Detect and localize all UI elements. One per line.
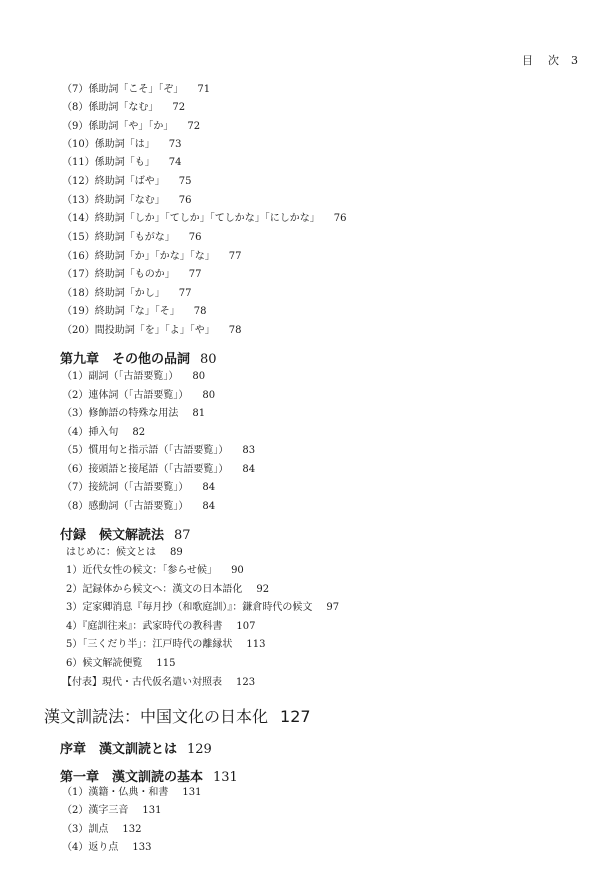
toc-entry[interactable] <box>62 444 255 457</box>
toc-entry-page: 72 <box>172 102 186 113</box>
toc-entry-page: 81 <box>192 408 206 419</box>
toc-entry[interactable] <box>66 583 269 596</box>
toc-entry-label: （7）係助詞「こそ」「ぞ」 <box>62 84 184 95</box>
toc-entry-label: （10）係助詞「は」 <box>62 139 155 150</box>
toc-entry-page: 131 <box>182 787 202 798</box>
toc-entry-label: （3）修飾語の特殊な用法 <box>62 408 179 419</box>
toc-entry-label: （7）接続詞（「古語要覧」） <box>62 482 189 493</box>
toc-entry[interactable] <box>66 564 244 577</box>
toc-entry[interactable] <box>62 804 161 817</box>
chapter-title: 付録 候文解読法 <box>60 528 165 543</box>
toc-entry[interactable] <box>66 657 175 670</box>
toc-entry-label: 6）候文解読便覧 <box>66 658 143 669</box>
toc-entry-label: （15）終助詞「もがな」 <box>62 232 175 243</box>
chapter-heading[interactable] <box>60 738 212 757</box>
toc-entry-label: （17）終助詞「ものか」 <box>62 269 175 280</box>
toc-entry-label: （6）接頭語と接尾語（「古語要覧」） <box>62 464 229 475</box>
toc-entry-page: 123 <box>236 677 256 688</box>
toc-entry-label: （1）副詞（「古語要覧」） <box>62 371 179 382</box>
toc-entry-label: 5）「三くだり半」：江戸時代の離縁状 <box>66 639 233 650</box>
toc-entry[interactable] <box>62 120 200 133</box>
toc-entry-label: 1）近代女性の候文：「参らせ候」 <box>66 565 218 576</box>
toc-entry-page: 131 <box>142 805 162 816</box>
part-heading[interactable] <box>44 704 311 727</box>
toc-entry-page: 78 <box>193 306 207 317</box>
toc-entry-page: 84 <box>202 482 216 493</box>
toc-entry[interactable] <box>62 786 201 799</box>
toc-entry[interactable] <box>62 231 201 244</box>
chapter-page: 80 <box>200 352 217 367</box>
toc-entry[interactable] <box>62 407 205 420</box>
toc-entry-label: （1）漢籍・仏典・和書 <box>62 787 169 798</box>
toc-entry[interactable] <box>62 175 191 188</box>
toc-entry-label: （2）漢字三音 <box>62 805 129 816</box>
toc-entry-page: 132 <box>122 824 142 835</box>
toc-entry[interactable] <box>62 676 255 689</box>
chapter-title: 序章 漢文訓読とは <box>60 742 178 757</box>
toc-entry-page: 73 <box>168 139 182 150</box>
toc-entry[interactable] <box>62 389 215 402</box>
toc-entry-page: 113 <box>246 639 266 650</box>
toc-entry[interactable] <box>62 305 206 318</box>
toc-entry-label: 3）定家卿消息『毎月抄（和歌庭訓）』：鎌倉時代の候文 <box>66 602 313 613</box>
chapter-heading[interactable] <box>60 348 217 367</box>
toc-entry[interactable] <box>62 841 151 854</box>
toc-entry-label: （4）挿入句 <box>62 427 119 438</box>
toc-entry[interactable] <box>66 638 265 651</box>
toc-entry-label: （14）終助詞「しか」「てしか」「てしかな」「にしかな」 <box>62 213 320 224</box>
toc-entry-page: 82 <box>132 427 146 438</box>
running-header <box>522 52 580 68</box>
toc-entry-page: 92 <box>256 584 270 595</box>
toc-entry-page: 133 <box>132 842 152 853</box>
toc-entry[interactable] <box>66 620 255 633</box>
chapter-page: 131 <box>213 770 238 785</box>
chapter-page: 129 <box>187 742 212 757</box>
toc-entry-page: 97 <box>326 602 340 613</box>
page-number: 3 <box>571 54 580 67</box>
toc-entry-page: 75 <box>178 176 192 187</box>
toc-entry-page: 84 <box>202 501 216 512</box>
toc-entry-label: （4）返り点 <box>62 842 119 853</box>
toc-entry-page: 77 <box>228 251 242 262</box>
chapter-heading[interactable] <box>60 766 238 785</box>
toc-entry[interactable] <box>62 101 185 114</box>
toc-entry-page: 72 <box>187 121 201 132</box>
toc-entry[interactable] <box>62 426 145 439</box>
toc-entry-page: 71 <box>197 84 211 95</box>
toc-entry-label: （5）慣用句と指示語（「古語要覧」） <box>62 445 229 456</box>
toc-entry[interactable] <box>62 250 241 263</box>
toc-entry-label: （9）係助詞「や」「か」 <box>62 121 174 132</box>
toc-entry-label: はじめに：候文とは <box>66 547 156 558</box>
toc-entry[interactable] <box>62 463 255 476</box>
toc-entry[interactable] <box>62 370 205 383</box>
chapter-heading[interactable] <box>60 524 191 543</box>
toc-entry-label: （11）係助詞「も」 <box>62 157 155 168</box>
header-title: 目 次 <box>522 54 561 67</box>
chapter-title: 第九章 その他の品詞 <box>60 352 191 367</box>
toc-entry[interactable] <box>62 287 191 300</box>
toc-entry-label: （18）終助詞「かし」 <box>62 288 165 299</box>
toc-entry[interactable] <box>62 324 241 337</box>
toc-entry-page: 115 <box>156 658 176 669</box>
toc-entry-label: （2）連体詞（「古語要覧」） <box>62 390 189 401</box>
toc-entry[interactable] <box>66 601 339 614</box>
toc-entry-page: 80 <box>192 371 206 382</box>
toc-entry-page: 90 <box>231 565 244 576</box>
toc-entry-label: 4）『庭訓往来』：武家時代の教科書 <box>66 621 223 632</box>
toc-entry-page: 74 <box>168 157 182 168</box>
toc-entry[interactable] <box>62 481 215 494</box>
toc-entry-label: （8）係助詞「なむ」 <box>62 102 159 113</box>
part-page: 127 <box>280 707 311 726</box>
toc-entry[interactable] <box>62 500 215 513</box>
toc-entry-label: 2）記録体から候文へ：漢文の日本語化 <box>66 584 243 595</box>
toc-entry-page: 76 <box>178 195 192 206</box>
toc-entry[interactable] <box>62 194 191 207</box>
toc-entry[interactable] <box>62 268 201 281</box>
toc-entry-label: （12）終助詞「ばや」 <box>62 176 165 187</box>
toc-entry-label: （8）感動詞（「古語要覧」） <box>62 501 189 512</box>
toc-entry-label: （20）間投助詞「を」「よ」「や」 <box>62 325 215 336</box>
toc-entry[interactable] <box>62 212 346 225</box>
toc-entry-page: 84 <box>242 464 256 475</box>
toc-entry-label: 【付表】現代・古代仮名遣い対照表 <box>62 677 222 688</box>
toc-entry-page: 89 <box>170 547 183 558</box>
toc-entry-page: 76 <box>188 232 202 243</box>
toc-entry-page: 107 <box>236 621 256 632</box>
toc-entry[interactable] <box>62 138 181 151</box>
toc-entry[interactable] <box>66 546 183 559</box>
toc-entry[interactable] <box>62 83 210 96</box>
chapter-title: 第一章 漢文訓読の基本 <box>60 770 204 785</box>
toc-entry-label: （19）終助詞「な」「そ」 <box>62 306 180 317</box>
toc-entry-page: 80 <box>202 390 216 401</box>
toc-entry-page: 77 <box>178 288 192 299</box>
toc-entry-page: 83 <box>242 445 256 456</box>
part-title: 漢文訓読法：中国文化の日本化 <box>44 707 269 726</box>
toc-entry[interactable] <box>62 823 141 836</box>
chapter-page: 87 <box>174 528 191 543</box>
toc-entry[interactable] <box>62 156 181 169</box>
toc-entry-page: 76 <box>333 213 347 224</box>
toc-entry-label: （13）終助詞「なむ」 <box>62 195 165 206</box>
toc-entry-page: 77 <box>188 269 202 280</box>
toc-entry-page: 78 <box>228 325 242 336</box>
toc-entry-label: （3）訓点 <box>62 824 109 835</box>
toc-entry-label: （16）終助詞「か」「かな」「な」 <box>62 251 215 262</box>
